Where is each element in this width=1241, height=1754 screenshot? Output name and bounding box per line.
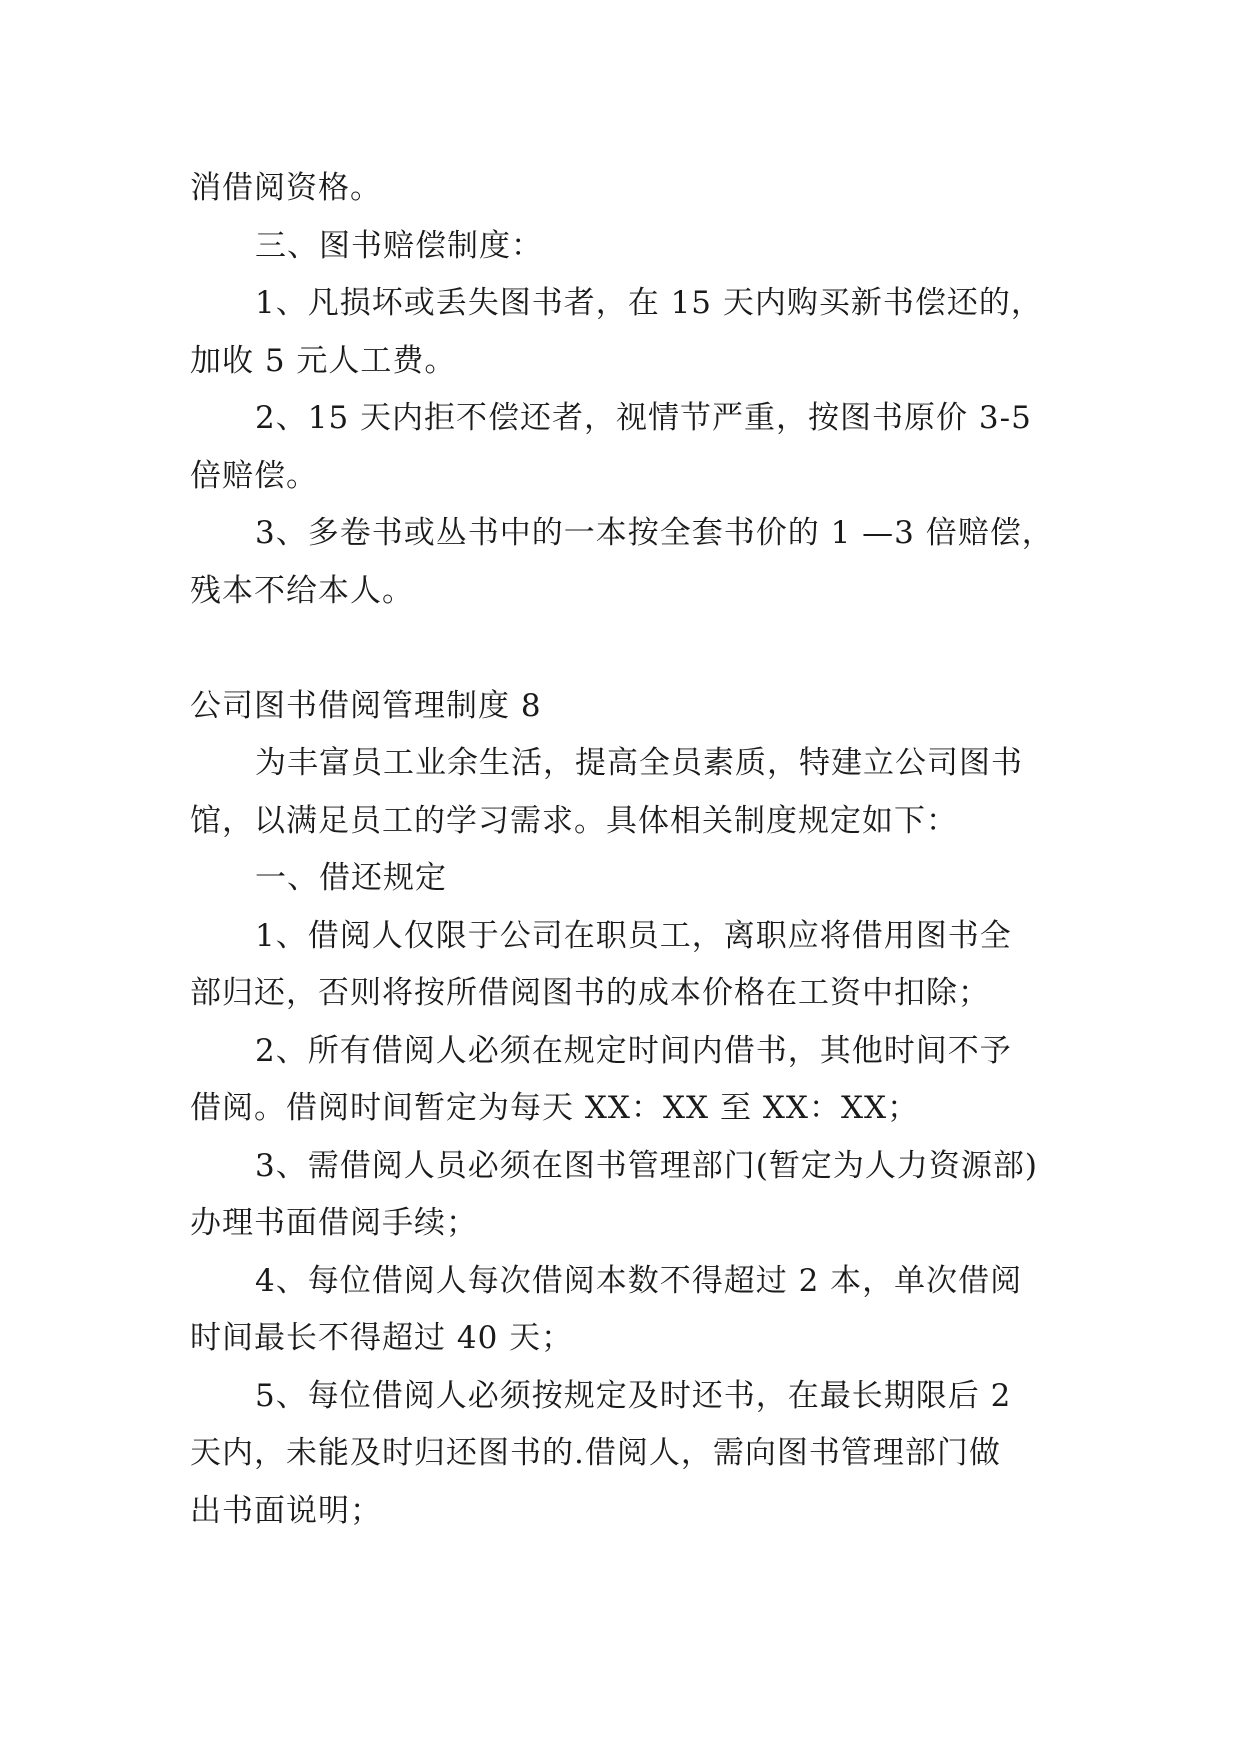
paragraph-line: 3、多卷书或丛书中的一本按全套书价的 1 —3 倍赔偿， — [255, 515, 1054, 551]
paragraph-line: 2、所有借阅人必须在规定时间内借书，其他时间不予 — [255, 1033, 1012, 1069]
paragraph-line: 1、借阅人仅限于公司在职员工，离职应将借用图书全 — [255, 918, 1012, 954]
section-heading: 一、借还规定 — [255, 860, 447, 896]
paragraph-line: 残本不给本人。 — [190, 573, 414, 609]
document-title: 公司图书借阅管理制度 8 — [190, 688, 542, 724]
paragraph-line: 消借阅资格。 — [190, 170, 382, 206]
paragraph-line: 馆，以满足员工的学习需求。具体相关制度规定如下： — [190, 803, 958, 839]
paragraph-line: 加收 5 元人工费。 — [190, 343, 457, 379]
paragraph-line: 部归还，否则将按所借阅图书的成本价格在工资中扣除； — [190, 975, 990, 1011]
section-heading: 三、图书赔偿制度： — [255, 228, 543, 264]
paragraph-line: 4、每位借阅人每次借阅本数不得超过 2 本，单次借阅 — [255, 1263, 1023, 1299]
paragraph-line: 为丰富员工业余生活，提高全员素质，特建立公司图书 — [255, 745, 1023, 781]
paragraph-line: 办理书面借阅手续； — [190, 1205, 478, 1241]
paragraph-line: 2、15 天内拒不偿还者，视情节严重，按图书原价 3-5 — [255, 400, 1032, 436]
paragraph-line: 时间最长不得超过 40 天； — [190, 1320, 574, 1356]
paragraph-line: 借阅。借阅时间暂定为每天 XX：XX 至 XX：XX； — [190, 1090, 920, 1126]
paragraph-line: 5、每位借阅人必须按规定及时还书，在最长期限后 2 — [255, 1378, 1012, 1414]
paragraph-line: 1、凡损坏或丢失图书者，在 15 天内购买新书偿还的， — [255, 285, 1043, 321]
paragraph-line: 3、需借阅人员必须在图书管理部门(暂定为人力资源部) — [255, 1148, 1038, 1184]
paragraph-line: 天内，未能及时归还图书的.借阅人，需向图书管理部门做 — [190, 1435, 1001, 1471]
paragraph-line: 倍赔偿。 — [190, 458, 318, 494]
paragraph-line: 出书面说明； — [190, 1493, 382, 1529]
